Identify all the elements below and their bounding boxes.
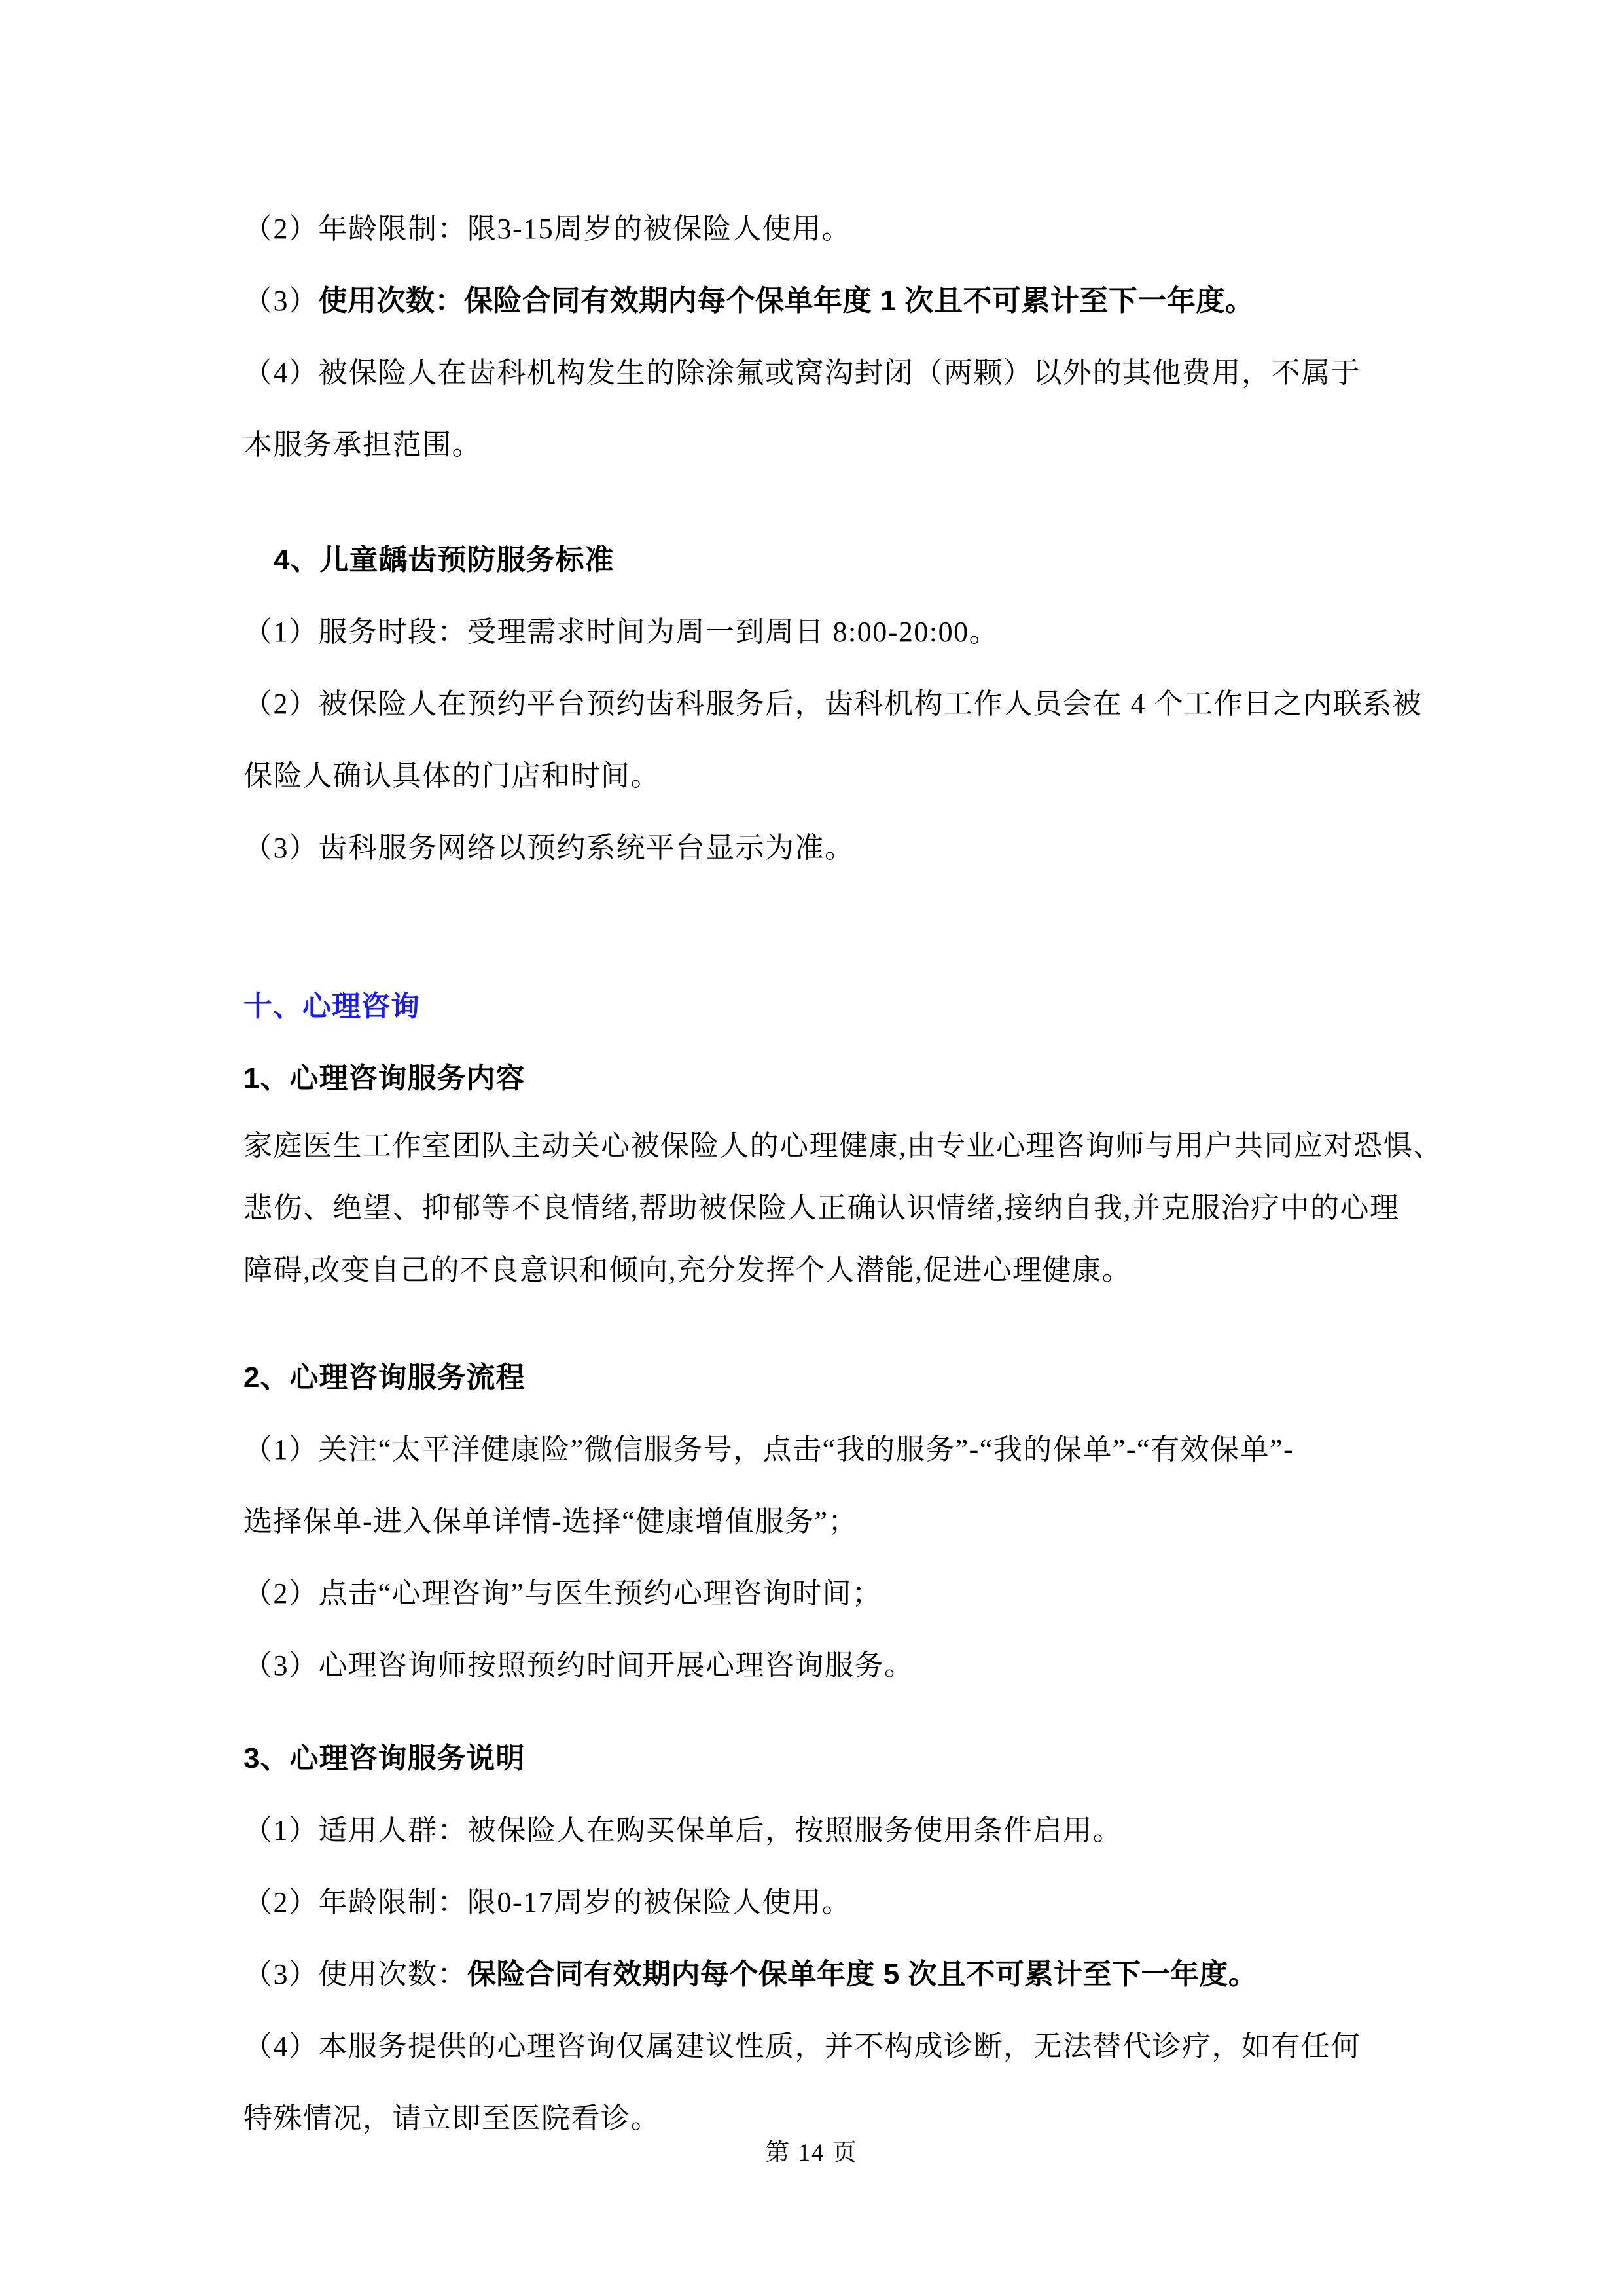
list-item-advisory-nature: （4）本服务提供的心理咨询仅属建议性质，并不构成诊断，无法替代诊疗，如有任何 [243,2030,1361,2062]
paragraph-line: 悲伤、绝望、抑郁等不良情绪,帮助被保险人正确认识情绪,接纳自我,并克服治疗中的心理 [243,1192,1400,1224]
list-item-wechat-follow-continuation: 选择保单-进入保单详情-选择“健康增值服务”； [243,1505,858,1537]
list-item-age-limit-psych: （2）年龄限制：限0-17周岁的被保险人使用。 [243,1886,852,1918]
heading-psych-service-content: 1、心理咨询服务内容 [243,1062,526,1094]
list-item-wechat-follow: （1）关注“太平洋健康险”微信服务号，点击“我的服务”-“我的保单”-“有效保单”- [243,1433,1294,1465]
list-item-click-counseling: （2）点击“心理咨询”与医生预约心理咨询时间； [243,1577,882,1609]
list-item-service-hours: （1）服务时段：受理需求时间为周一到周日 8:00-20:00。 [243,616,999,648]
list-item-age-limit-dental: （2）年龄限制：限3-15周岁的被保险人使用。 [243,213,852,245]
usage-count-emphasis: 保险合同有效期内每个保单年度 5 次且不可累计至下一年度。 [467,1958,1258,1990]
list-item-applicable-people: （1）适用人群：被保险人在购买保单后，按照服务使用条件启用。 [243,1814,1122,1846]
document-content [243,193,1443,2155]
usage-count-emphasis: 使用次数：保险合同有效期内每个保单年度 1 次且不可累计至下一年度。 [318,285,1255,317]
list-item-advisory-nature-continuation: 特殊情况，请立即至医院看诊。 [243,2102,660,2134]
item-number: （3） [243,285,319,317]
list-item-dental-booking: （2）被保险人在预约平台预约齿科服务后，齿科机构工作人员会在 4 个工作日之内联系被 [243,688,1422,720]
list-item-excluded-fees: （4）被保险人在齿科机构发生的除涂氟或窝沟封闭（两颗）以外的其他费用，不属于 [243,357,1361,389]
item-number: （3）使用次数： [243,1958,467,1990]
list-item-dental-network: （3）齿科服务网络以预约系统平台显示为准。 [243,832,855,864]
heading-psych-service-process: 2、心理咨询服务流程 [243,1361,526,1393]
list-item-excluded-fees-continuation: 本服务承担范围。 [243,429,482,461]
list-item-usage-count-psych [243,1939,1405,2011]
heading-caries-prevention-standard: 4、儿童龋齿预防服务标准 [274,544,615,576]
list-item-usage-count-dental [243,265,1405,337]
list-item-counselor-schedule: （3）心理咨询师按照预约时间开展心理咨询服务。 [243,1649,914,1681]
list-item-dental-booking-continuation: 保险人确认具体的门店和时间。 [243,760,660,792]
paragraph-line: 障碍,改变自己的不良意识和倾向,充分发挥个人潜能,促进心理健康。 [243,1254,1132,1286]
page-footer: 第 14 页 [765,2140,858,2166]
heading-psych-service-notes: 3、心理咨询服务说明 [243,1742,526,1774]
paragraph-line: 家庭医生工作室团队主动关心被保险人的心理健康,由专业心理咨询师与用户共同应对恐惧、 [243,1130,1443,1162]
psych-service-content-paragraph [243,1115,1443,1301]
heading-psych-counseling: 十、心理咨询 [243,990,420,1022]
